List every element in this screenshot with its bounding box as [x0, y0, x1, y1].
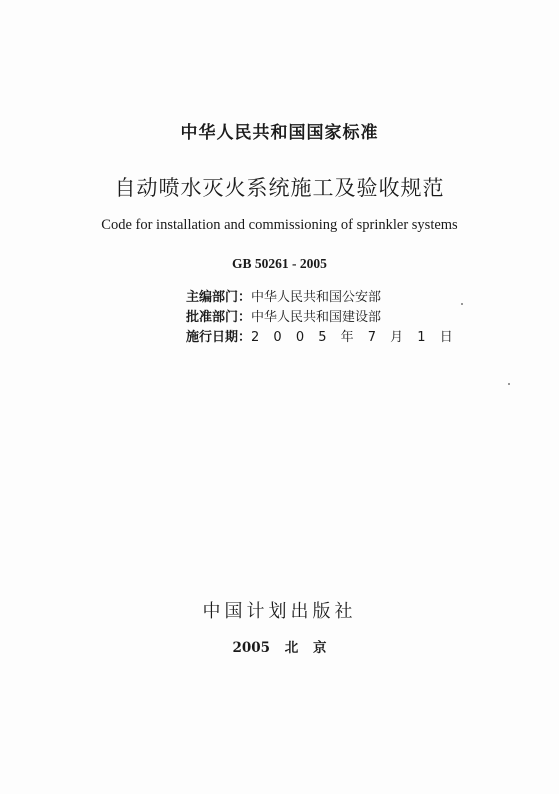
- document-title-chinese: 自动喷水灭火系统施工及验收规范: [114, 176, 445, 200]
- standard-code: GB 50261 - 2005: [232, 256, 327, 271]
- effective-date-value: 2 0 0 5 年 7 月 1 日: [251, 330, 458, 345]
- effective-date-label: 施行日期：: [186, 330, 252, 345]
- chief-editor-dept-row: [186, 288, 458, 308]
- publication-year-place: 2005 北 京: [232, 640, 327, 656]
- chief-editor-dept-label: 主编部门：: [186, 290, 252, 305]
- scan-speck: [461, 303, 463, 305]
- national-standard-header: 中华人民共和国国家标准: [180, 123, 379, 143]
- effective-date-row: [186, 328, 458, 348]
- document-title-english: Code for installation and commissioning of sprinkler systems: [101, 217, 458, 233]
- issuing-info-block: [186, 288, 458, 348]
- publisher-name: 中国计划出版社: [202, 601, 357, 622]
- approval-dept-row: [186, 308, 458, 328]
- approval-dept-label: 批准部门：: [186, 310, 252, 325]
- scan-speck: [508, 383, 510, 385]
- approval-dept-value: 中华人民共和国建设部: [251, 310, 382, 325]
- chief-editor-dept-value: 中华人民共和国公安部: [251, 290, 382, 305]
